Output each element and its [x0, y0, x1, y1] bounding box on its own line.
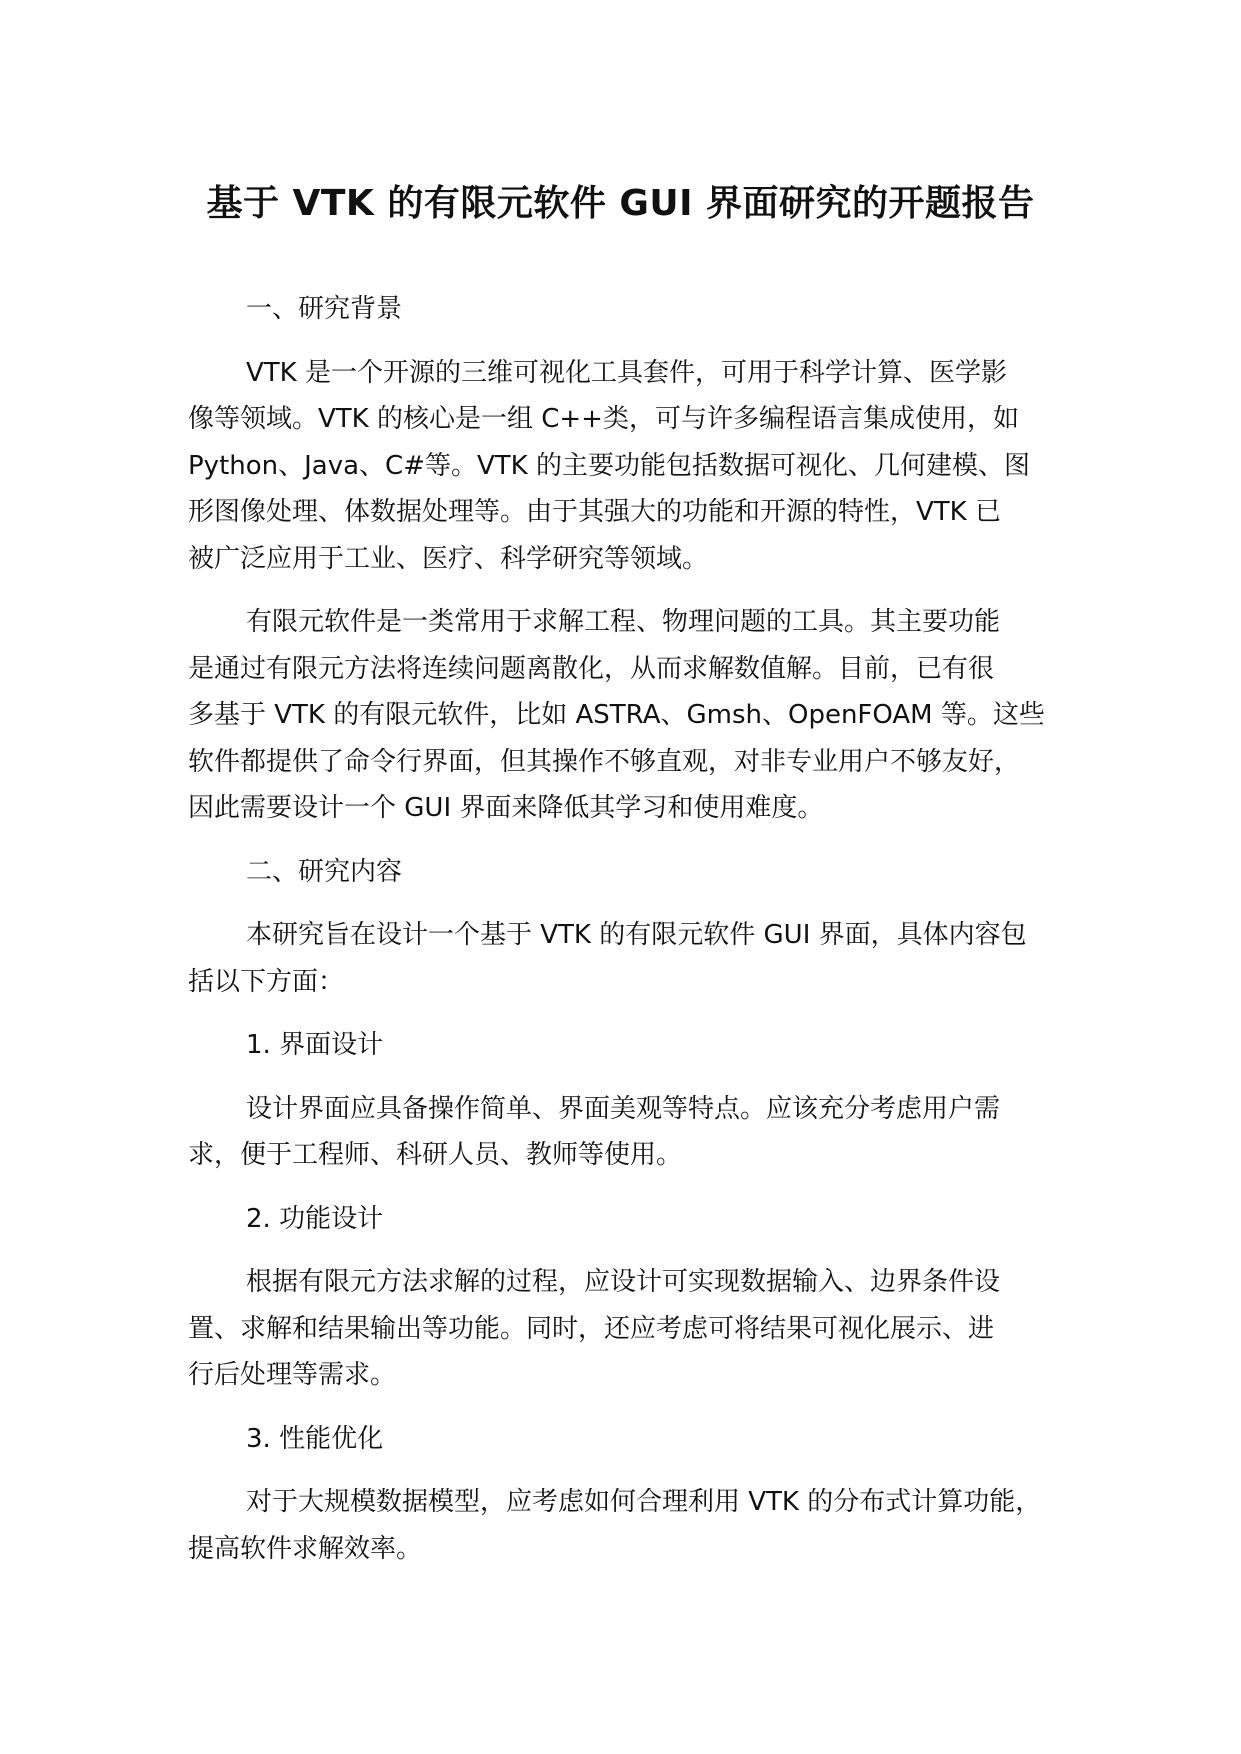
section-heading-background: 一、研究背景: [246, 294, 403, 324]
paragraph-fem-software: [188, 599, 1088, 832]
paragraph-line: 求，便于工程师、科研人员、教师等使用。: [188, 1140, 683, 1170]
subheading-function-design: 2. 功能设计: [246, 1203, 384, 1234]
paragraph-interface-design: [188, 1086, 1088, 1179]
section-heading-research-content: 二、研究内容: [246, 856, 403, 887]
document-title: 基于 VTK 的有限元软件 GUI 界面研究的开题报告: [206, 183, 1035, 224]
subheading-interface-design: 1. 界面设计: [246, 1030, 384, 1060]
paragraph-line: Python、Java、C#等。VTK 的主要功能包括数据可视化、几何建模、图: [188, 450, 1030, 481]
paragraph-line: 有限元软件是一类常用于求解工程、物理问题的工具。其主要功能: [246, 607, 1001, 637]
paragraph-line: 多基于 VTK 的有限元软件，比如 ASTRA、Gmsh、OpenFOAM 等。这些: [188, 700, 1045, 730]
paragraph-research-intro: [188, 912, 1088, 1005]
subheading-performance-optimization: 3. 性能优化: [246, 1423, 384, 1454]
paragraph-line: 是通过有限元方法将连续问题离散化，从而求解数值解。目前，已有很: [188, 653, 995, 684]
paragraph-line: 像等领域。VTK 的核心是一组 C++类，可与许多编程语言集成使用，如: [188, 404, 1019, 434]
paragraph-line: 设计界面应具备操作简单、界面美观等特点。应该充分考虑用户需: [246, 1093, 1001, 1124]
paragraph-line: 括以下方面：: [188, 966, 345, 997]
paragraph-line: 根据有限元方法求解的过程，应设计可实现数据输入、边界条件设: [246, 1267, 1001, 1297]
paragraph-line: VTK 是一个开源的三维可视化工具套件，可用于科学计算、医学影: [246, 357, 1007, 388]
paragraph-line: 行后处理等需求。: [188, 1360, 397, 1390]
paragraph-vtk-intro: [188, 350, 1088, 583]
paragraph-line: 软件都提供了命令行界面，但其操作不够直观，对非专业用户不够友好，: [188, 746, 1021, 777]
paragraph-performance-optimization: [188, 1479, 1088, 1572]
paragraph-function-design: [188, 1259, 1088, 1399]
paragraph-line: 被广泛应用于工业、医疗、科学研究等领域。: [188, 543, 709, 574]
paragraph-line: 本研究旨在设计一个基于 VTK 的有限元软件 GUI 界面，具体内容包: [246, 920, 1027, 950]
document-body: [188, 286, 1088, 1589]
paragraph-line: 形图像处理、体数据处理等。由于其强大的功能和开源的特性，VTK 已: [188, 497, 1001, 527]
paragraph-line: 对于大规模数据模型，应考虑如何合理利用 VTK 的分布式计算功能，: [246, 1487, 1042, 1517]
paragraph-line: 置、求解和结果输出等功能。同时，还应考虑可将结果可视化展示、进: [188, 1313, 995, 1344]
paragraph-line: 提高软件求解效率。: [188, 1533, 423, 1564]
paragraph-line: 因此需要设计一个 GUI 界面来降低其学习和使用难度。: [188, 793, 824, 823]
